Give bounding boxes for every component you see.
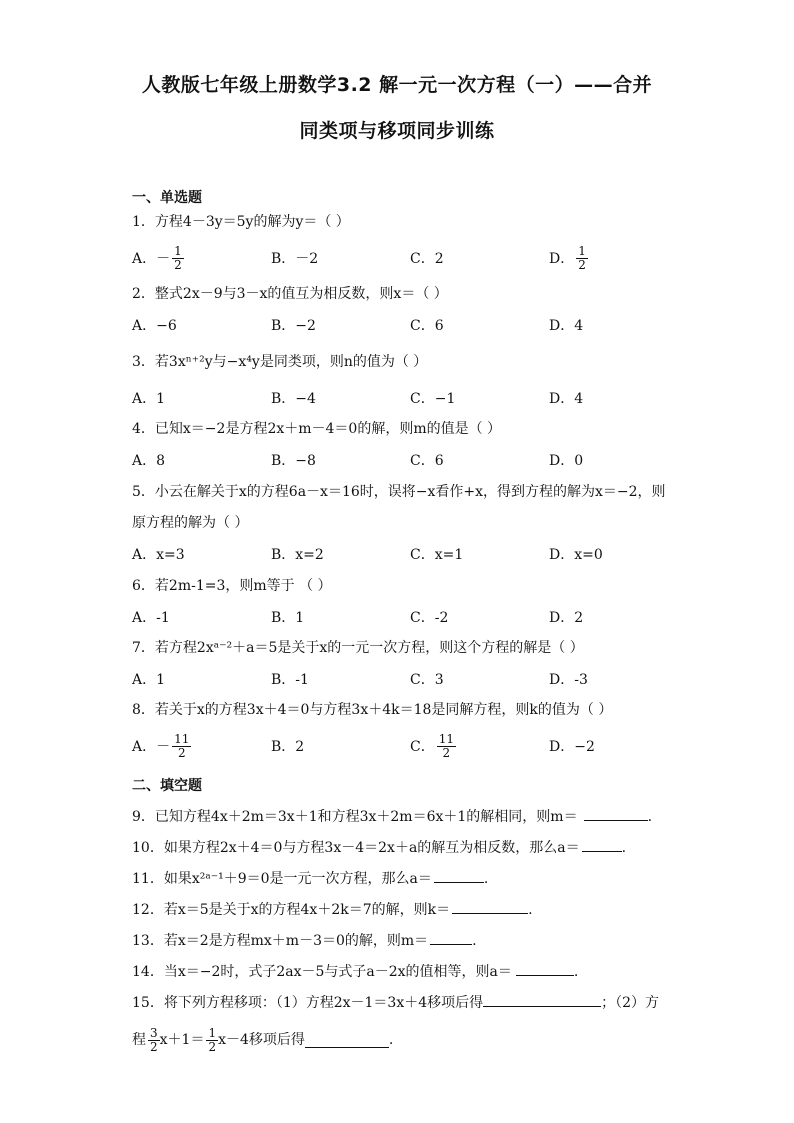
title-line-1: 人教版七年级上册数学3.2 解一元一次方程（一）——合并 bbox=[141, 74, 653, 96]
answer-blank[interactable] bbox=[452, 899, 528, 914]
option-d[interactable]: D．4 bbox=[549, 318, 584, 334]
answer-blank[interactable] bbox=[516, 961, 574, 976]
option-c[interactable]: C．x=1 bbox=[410, 547, 464, 563]
answer-blank[interactable] bbox=[430, 930, 472, 945]
option-a[interactable]: A．-1 bbox=[132, 610, 170, 626]
fraction: $\frac{11}{2}$ bbox=[438, 731, 454, 760]
option-c[interactable]: C．-2 bbox=[410, 610, 449, 626]
answer-blank[interactable] bbox=[582, 837, 622, 852]
options-5 bbox=[132, 542, 692, 566]
answer-blank[interactable] bbox=[305, 1033, 389, 1048]
option-b[interactable]: B．−4 bbox=[271, 391, 316, 407]
fraction: $\frac{11}{2}$ bbox=[174, 731, 190, 760]
fill-question-14: 14．当x＝−2时，式子2ax－5与式子a－2x的值相等，则a＝ . bbox=[132, 961, 578, 981]
fill-question-10: 10．如果方程2x＋4＝0与方程3x－4＝2x＋a的解互为相反数，那么a＝ . bbox=[132, 837, 626, 857]
option-b[interactable]: B．1 bbox=[271, 610, 305, 626]
option-c[interactable]: C．6 bbox=[410, 453, 444, 469]
question-5-line-2: 原方程的解为（ ） bbox=[132, 515, 249, 531]
option-c[interactable]: C．6 bbox=[410, 318, 444, 334]
option-d[interactable]: D．x=0 bbox=[549, 547, 603, 563]
fill-question-9: 9．已知方程4x＋2m＝3x＋1和方程3x＋2m＝6x＋1的解相同，则m＝ . bbox=[132, 806, 652, 826]
option-a[interactable]: A．−6 bbox=[132, 318, 177, 334]
question-4: 4．已知x＝−2是方程2x＋m－4＝0的解，则m的值是（ ） bbox=[132, 421, 502, 437]
option-d[interactable]: D．−2 bbox=[549, 739, 595, 755]
question-6: 6．若2m-1=3，则m等于 （ ） bbox=[132, 578, 332, 594]
section-fill-blank: 二、填空题 bbox=[132, 778, 202, 794]
options-7 bbox=[132, 667, 692, 691]
option-c[interactable]: C．−1 bbox=[410, 391, 456, 407]
option-c[interactable]: C． $\frac{11}{2}$ bbox=[410, 731, 454, 760]
option-b[interactable]: B．2 bbox=[271, 739, 305, 755]
option-b[interactable]: B．x=2 bbox=[271, 547, 324, 563]
options-3 bbox=[132, 386, 692, 410]
options-2 bbox=[132, 313, 692, 337]
option-b[interactable]: B．-1 bbox=[271, 672, 309, 688]
fraction: $\frac{1}{2}$ bbox=[174, 243, 182, 272]
question-2: 2．整式2x－9与3－x的值互为相反数，则x＝（ ） bbox=[132, 286, 448, 302]
fraction: $\frac{1}{2}$ bbox=[578, 243, 586, 272]
options-4 bbox=[132, 448, 692, 472]
question-1: 1．方程4－3y＝5y的解为y＝（ ） bbox=[132, 214, 350, 230]
option-d[interactable]: D．-3 bbox=[549, 672, 588, 688]
section-single-choice: 一、单选题 bbox=[132, 190, 202, 206]
option-d[interactable]: D．0 bbox=[549, 453, 584, 469]
answer-blank[interactable] bbox=[584, 806, 648, 821]
fraction: $\frac{3}{2}$ bbox=[150, 1025, 158, 1054]
option-d[interactable]: D．2 bbox=[549, 610, 584, 626]
fill-question-15: 15．将下列方程移项：（1）方程2x－1＝3x＋4移项后得 ；（2）方 bbox=[132, 992, 659, 1012]
option-a[interactable]: A．x=3 bbox=[132, 547, 185, 563]
fill-question-11: 11．如果x²ᵃ⁻¹＋9＝0是一元一次方程，那么a＝ . bbox=[132, 868, 488, 888]
question-7: 7．若方程2xᵃ⁻²＋a＝5是关于x的一元一次方程，则这个方程的解是（ ） bbox=[132, 640, 584, 656]
option-c[interactable]: C．2 bbox=[410, 251, 444, 267]
option-d[interactable]: D． $\frac{1}{2}$ bbox=[549, 243, 586, 272]
option-a[interactable]: A． － $\frac{11}{2}$ bbox=[132, 731, 190, 760]
fraction: $\frac{1}{2}$ bbox=[208, 1025, 217, 1054]
option-d[interactable]: D．4 bbox=[549, 391, 584, 407]
answer-blank[interactable] bbox=[483, 992, 601, 1007]
question-3: 3．若3xⁿ⁺²y与−x⁴y是同类项，则n的值为（ ） bbox=[132, 354, 428, 370]
option-a[interactable]: A． － $\frac{1}{2}$ bbox=[132, 243, 182, 272]
option-a[interactable]: A．1 bbox=[132, 391, 166, 407]
options-6 bbox=[132, 605, 692, 629]
title-line-2: 同类项与移项同步训练 bbox=[299, 120, 495, 142]
option-a[interactable]: A．8 bbox=[132, 453, 166, 469]
fill-question-13: 13．若x＝2是方程mx＋m－3＝0的解，则m＝ . bbox=[132, 930, 477, 950]
option-a[interactable]: A．1 bbox=[132, 672, 166, 688]
option-c[interactable]: C．3 bbox=[410, 672, 444, 688]
fill-question-12: 12．若x＝5是关于x的方程4x＋2k＝7的解，则k＝ . bbox=[132, 899, 533, 919]
option-b[interactable]: B．−8 bbox=[271, 453, 316, 469]
options-1 bbox=[132, 243, 692, 272]
answer-blank[interactable] bbox=[434, 868, 484, 883]
fill-question-15-line-2: 程 $\frac{3}{2}$ x＋1＝ $\frac{1}{2}$ x－4移项后得 . bbox=[132, 1025, 394, 1054]
option-b[interactable]: B．－2 bbox=[271, 251, 319, 267]
question-8: 8．若关于x的方程3x＋4＝0与方程3x＋4k＝18是同解方程，则k的值为（ ） bbox=[132, 702, 613, 718]
option-b[interactable]: B．−2 bbox=[271, 318, 316, 334]
options-8 bbox=[132, 731, 692, 760]
question-5: 5．小云在解关于x的方程6a－x＝16时，误将−x看作+x，得到方程的解为x＝−2，则 bbox=[132, 484, 666, 500]
